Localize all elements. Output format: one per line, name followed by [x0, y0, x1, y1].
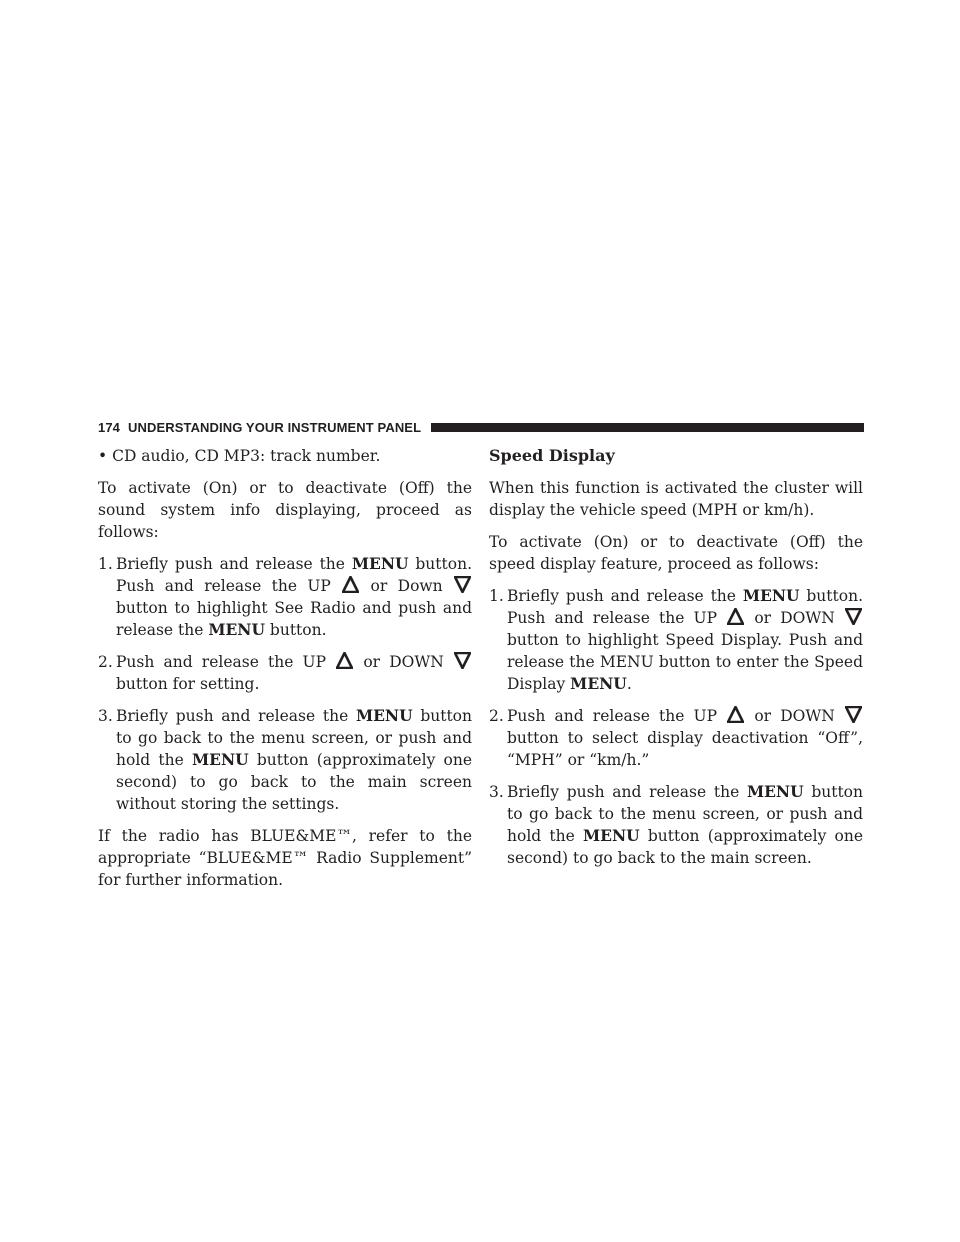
step-text	[116, 705, 472, 815]
up-triangle-icon	[336, 652, 353, 669]
step-text-part: or DOWN	[745, 609, 844, 627]
outro-paragraph: If the radio has BLUE&ME™, refer to the appropriate “BLUE&ME™ Radio Supplement” for further information.	[98, 827, 472, 889]
step-text-part: or DOWN	[745, 707, 844, 725]
section-heading: Speed Display	[489, 446, 615, 465]
down-triangle-icon	[845, 706, 862, 723]
menu-keyword: MENU	[351, 554, 409, 573]
right-step-3	[489, 781, 863, 869]
up-triangle-icon	[727, 608, 744, 625]
step-text	[116, 651, 472, 695]
menu-keyword: MENU	[208, 620, 265, 639]
step-text-part: .	[626, 675, 632, 693]
step-text-part: button to highlight Speed Display. Push and release the MENU button to enter the Speed Display	[507, 631, 863, 693]
step-text	[507, 705, 863, 771]
step-number: 1.	[489, 587, 504, 605]
step-text-part: Briefly push and release the	[116, 555, 352, 573]
step-text	[116, 553, 472, 641]
up-triangle-icon	[727, 706, 744, 723]
step-text-part: button for setting.	[116, 675, 260, 693]
step-text	[507, 585, 863, 695]
description-paragraph: When this function is activated the cluster will display the vehicle speed (MPH or km/h).	[489, 479, 863, 519]
step-text-part: button (approximately one second) to go back to the main screen without storing the settings.	[116, 751, 472, 813]
step-text-part: button to select display deactivation “Off”, “MPH” or “km/h.”	[507, 729, 863, 769]
step-text-part: Push and release the UP	[116, 653, 336, 671]
step-number: 2.	[489, 707, 504, 725]
step-text-part: button (approximately one second) to go back to the main screen.	[507, 827, 863, 867]
step-text-part: or Down	[360, 577, 453, 595]
right-column	[489, 445, 863, 879]
left-step-2	[98, 651, 472, 695]
up-triangle-icon	[342, 576, 359, 593]
intro-paragraph: To activate (On) or to deactivate (Off) the sound system info displaying, proceed as follows:	[98, 479, 472, 541]
step-text-part: button. Push and release the UP	[507, 587, 863, 627]
step-text-part: Briefly push and release the	[116, 707, 356, 725]
page-header	[98, 417, 864, 437]
right-step-1	[489, 585, 863, 695]
left-steps	[98, 553, 472, 815]
left-step-1	[98, 553, 472, 641]
step-text-part: or DOWN	[354, 653, 453, 671]
left-column	[98, 445, 472, 901]
page-number: 174	[98, 419, 120, 435]
menu-keyword: MENU	[570, 674, 627, 693]
step-text-part: button to highlight See Radio and push and release the	[116, 599, 472, 639]
menu-keyword: MENU	[746, 782, 804, 801]
step-text-part: Push and release the UP	[507, 707, 727, 725]
menu-keyword: MENU	[742, 586, 800, 605]
menu-keyword: MENU	[355, 706, 413, 725]
step-text-part: button to go back to the menu screen, or push and hold the	[507, 783, 863, 845]
right-step-2	[489, 705, 863, 771]
section-title: UNDERSTANDING YOUR INSTRUMENT PANEL	[128, 419, 422, 435]
step-number: 1.	[98, 555, 113, 573]
menu-keyword: MENU	[191, 750, 249, 769]
step-text-part: button.	[265, 621, 327, 639]
bullet-item: • CD audio, CD MP3: track number.	[98, 447, 381, 465]
left-step-3	[98, 705, 472, 815]
header-rule	[431, 423, 864, 432]
down-triangle-icon	[845, 608, 862, 625]
down-triangle-icon	[454, 652, 471, 669]
step-number: 2.	[98, 653, 113, 671]
step-text-part: button. Push and release the UP	[116, 555, 472, 595]
step-text	[507, 781, 863, 869]
down-triangle-icon	[454, 576, 471, 593]
step-text-part: Briefly push and release the	[507, 783, 747, 801]
step-text-part: Briefly push and release the	[507, 587, 743, 605]
step-number: 3.	[489, 783, 504, 801]
bullet-text: CD audio, CD MP3: track number.	[112, 447, 381, 465]
step-text-part: button to go back to the menu screen, or push and hold the	[116, 707, 472, 769]
menu-keyword: MENU	[582, 826, 640, 845]
instruction-paragraph: To activate (On) or to deactivate (Off) the speed display feature, proceed as follows:	[489, 533, 863, 573]
step-number: 3.	[98, 707, 113, 725]
right-steps	[489, 585, 863, 869]
